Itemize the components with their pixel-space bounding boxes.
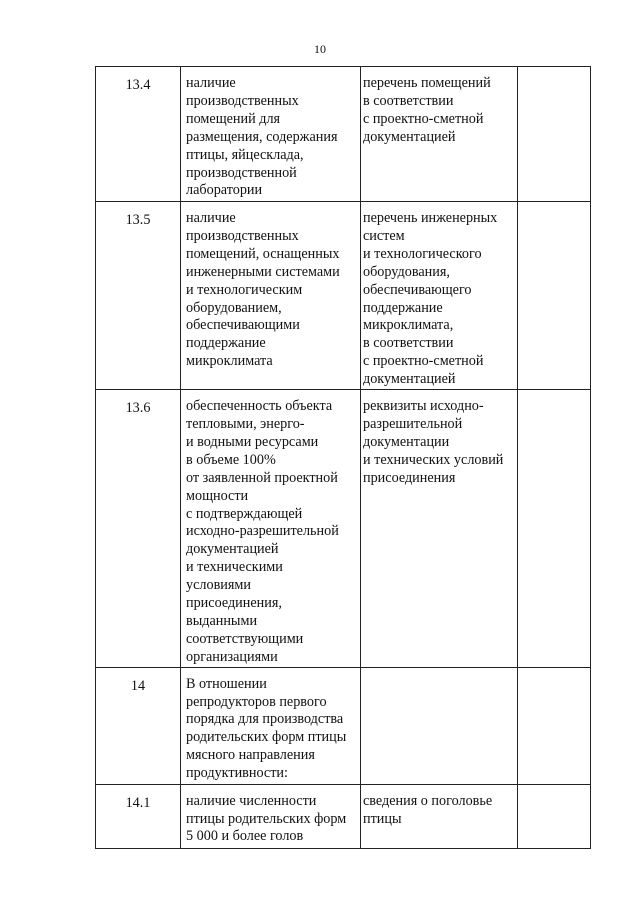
documents-cell — [361, 202, 518, 390]
criterion-line: условиями — [186, 577, 251, 594]
table-row — [96, 202, 591, 390]
page-number: 10 — [314, 42, 326, 56]
document-line: реквизиты исходно- — [363, 398, 484, 415]
documents-cell — [361, 67, 518, 202]
criterion-line: микроклимата — [186, 353, 273, 370]
document-line: перечень помещений — [363, 75, 491, 91]
criterion-line: и технологическим — [186, 281, 303, 298]
empty-cell — [518, 784, 591, 848]
criterion-cell — [181, 202, 361, 390]
table-row — [96, 390, 591, 668]
document-line: перечень инженерных — [363, 210, 498, 226]
row-number: 14.1 — [96, 784, 181, 848]
document-line: оборудования, — [363, 263, 450, 280]
document-line: в соответствии — [363, 92, 454, 109]
criterion-line: производственных — [186, 92, 299, 109]
criterion-line: поддержание — [186, 335, 266, 352]
criterion-cell — [181, 667, 361, 784]
document-line: и технических условий — [363, 451, 504, 468]
criterion-cell — [181, 67, 361, 202]
criterion-line: и техническими — [186, 559, 283, 576]
criterion-line: репродукторов первого — [186, 693, 327, 710]
criterion-line: птицы родительских форм — [186, 810, 347, 827]
empty-cell — [518, 202, 591, 390]
criterion-line: родительских форм птицы — [186, 729, 347, 746]
row-number: 13.6 — [96, 390, 181, 668]
document-line: обеспечивающего — [363, 281, 472, 298]
criterion-line: документацией — [186, 541, 279, 558]
criterion-line: присоединения, — [186, 595, 282, 612]
criterion-line: организациями — [186, 648, 278, 665]
criterion-line: порядка для производства — [186, 711, 344, 728]
criterion-line: исходно-разрешительной — [186, 523, 339, 540]
document-line: документации — [363, 433, 450, 450]
document-line: документацией — [363, 371, 456, 388]
empty-cell — [518, 667, 591, 784]
criterion-cell — [181, 784, 361, 848]
criterion-line: мясного направления — [186, 747, 315, 764]
document-line: микроклимата, — [363, 317, 454, 334]
criterion-line: В отношении — [186, 675, 267, 692]
criterion-line: и водными ресурсами — [186, 433, 319, 450]
criterion-line: наличие численности — [186, 792, 317, 809]
criterion-line: соответствующими — [186, 630, 304, 647]
criterion-line: продуктивности: — [186, 765, 288, 782]
table-row — [96, 667, 591, 784]
document-line: птицы — [363, 810, 402, 827]
document-line: с проектно-сметной — [363, 353, 484, 370]
requirements-table — [95, 66, 591, 849]
criterion-line: производственных — [186, 227, 299, 244]
table-row — [96, 67, 591, 202]
criterion-line: в объеме 100% — [186, 451, 276, 468]
criterion-line: птицы, яйцесклада, — [186, 146, 304, 163]
documents-cell — [361, 784, 518, 848]
criterion-line: 5 000 и более голов — [186, 828, 304, 845]
documents-cell — [361, 390, 518, 668]
document-line: в соответствии — [363, 335, 454, 352]
criterion-line: лаборатории — [186, 182, 263, 199]
row-number: 14 — [96, 667, 181, 784]
row-number: 13.5 — [96, 202, 181, 390]
criterion-line: производственной — [186, 164, 297, 181]
criterion-line: наличие — [186, 210, 236, 226]
document-line: сведения о поголовье — [363, 792, 493, 809]
criterion-line: помещений для — [186, 110, 281, 127]
criterion-line: размещения, содержания — [186, 128, 338, 145]
criterion-line: инженерными системами — [186, 263, 340, 280]
documents-cell — [361, 667, 518, 784]
criterion-line: от заявленной проектной — [186, 469, 338, 486]
document-line: с проектно-сметной — [363, 110, 484, 127]
criterion-line: помещений, оснащенных — [186, 245, 340, 262]
criterion-line: обеспеченность объекта — [186, 398, 333, 415]
criterion-line: с подтверждающей — [186, 505, 303, 522]
criterion-line: мощности — [186, 487, 249, 504]
criterion-line: обеспечивающими — [186, 317, 300, 334]
row-number: 13.4 — [96, 67, 181, 202]
empty-cell — [518, 67, 591, 202]
document-line: и технологического — [363, 245, 482, 262]
document-line: документацией — [363, 128, 456, 145]
table-row — [96, 784, 591, 848]
document-line: разрешительной — [363, 415, 463, 432]
criterion-cell — [181, 390, 361, 668]
document-line: присоединения — [363, 469, 456, 486]
empty-cell — [518, 390, 591, 668]
criterion-line: тепловыми, энерго- — [186, 415, 305, 432]
document-line: систем — [363, 227, 405, 244]
criterion-line: оборудованием, — [186, 299, 282, 316]
document-line: поддержание — [363, 299, 443, 316]
criterion-line: наличие — [186, 75, 236, 91]
criterion-line: выданными — [186, 612, 258, 629]
